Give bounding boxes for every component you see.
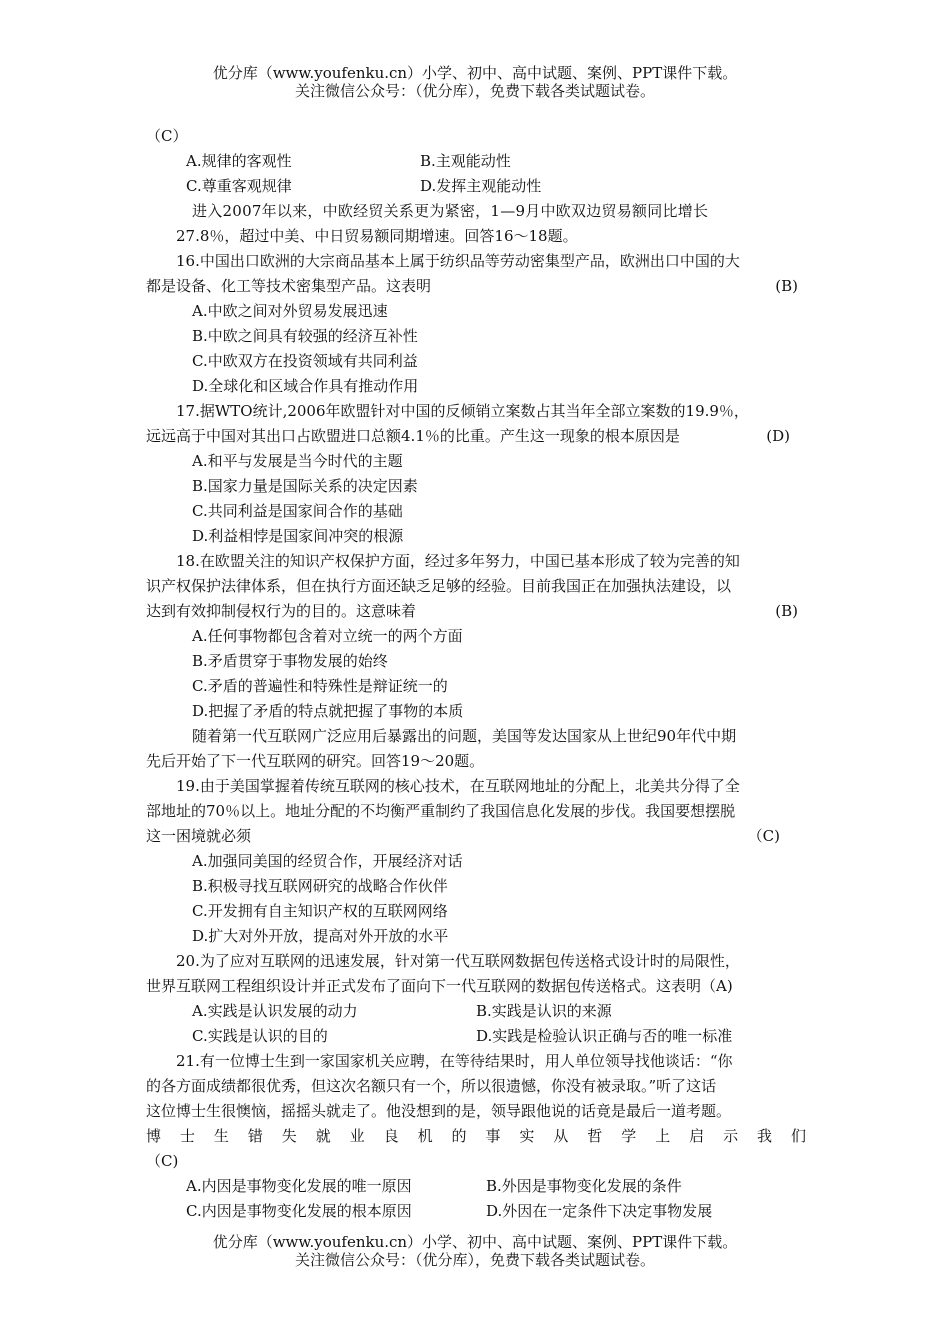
q15-options-row-1 bbox=[186, 149, 846, 173]
q18-option-b: B.矛盾贯穿于事物发展的始终 bbox=[192, 652, 388, 670]
q18-answer: (B) bbox=[775, 602, 798, 620]
q15-options-row-2 bbox=[186, 174, 846, 198]
q21-option-b: B.外因是事物变化发展的条件 bbox=[486, 1177, 682, 1195]
q19-stem-line-1: 19.由于美国掌握着传统互联网的核心技术，在互联网地址的分配上，北美共分得了全 bbox=[176, 777, 740, 795]
q20-options-row-1 bbox=[192, 999, 852, 1023]
q18-option-a: A.任何事物都包含着对立统一的两个方面 bbox=[192, 627, 463, 645]
q19-option-d: D.扩大对外开放，提高对外开放的水平 bbox=[192, 927, 449, 945]
q21-answer: （C) bbox=[146, 1152, 179, 1170]
q21-stem-line-1: 21.有一位博士生到一家国家机关应聘，在等待结果时，用人单位领导找他谈话：“你 bbox=[176, 1052, 733, 1070]
q16-stem-line-2 bbox=[146, 274, 806, 298]
q21-option-c: C.内因是事物变化发展的根本原因 bbox=[186, 1202, 412, 1220]
q16-option-a: A.中欧之间对外贸易发展迅速 bbox=[192, 302, 388, 320]
q15-option-d: D.发挥主观能动性 bbox=[420, 177, 542, 195]
q19-answer: （C) bbox=[747, 827, 780, 845]
q21-stem-line-3: 这位博士生很懊恼，摇摇头就走了。他没想到的是，领导跟他说的话竟是最后一道考题。 bbox=[146, 1102, 732, 1120]
q18-option-d: D.把握了矛盾的特点就把握了事物的本质 bbox=[192, 702, 464, 720]
q21-options-row-1 bbox=[186, 1174, 846, 1198]
passage-16-line-2: 27.8％，超过中美、中日贸易额同期增速。回答16～18题。 bbox=[176, 227, 578, 245]
q15-option-b: B.主观能动性 bbox=[420, 152, 511, 170]
passage-16-line-1: 进入2007年以来，中欧经贸关系更为紧密，1—9月中欧双边贸易额同比增长 bbox=[192, 202, 709, 220]
q16-option-c: C.中欧双方在投资领域有共同利益 bbox=[192, 352, 418, 370]
q19-stem-line-3 bbox=[146, 824, 806, 848]
q17-option-d: D.利益相悖是国家间冲突的根源 bbox=[192, 527, 404, 545]
q16-answer: (B) bbox=[775, 277, 798, 295]
q19-option-a: A.加强同美国的经贸合作，开展经济对话 bbox=[192, 852, 463, 870]
q18-stem-line-3 bbox=[146, 599, 806, 623]
header-line-1: 优分库（www.youfenku.cn）小学、初中、高中试题、案例、PPT课件下载。 bbox=[212, 64, 738, 82]
footer-line-1: 优分库（www.youfenku.cn）小学、初中、高中试题、案例、PPT课件下载。 bbox=[212, 1233, 738, 1251]
q17-option-c: C.共同利益是国家间合作的基础 bbox=[192, 502, 403, 520]
q18-stem-line-2: 识产权保护法律体系，但在执行方面还缺乏足够的经验。目前我国正在加强执法建设，以 bbox=[146, 577, 732, 595]
page-footer bbox=[0, 1233, 950, 1269]
q19-stem-text: 这一困境就必须 bbox=[146, 827, 252, 845]
page-header bbox=[0, 64, 950, 100]
q15-answer: （C） bbox=[146, 127, 188, 145]
q16-stem-line-1: 16.中国出口欧洲的大宗商品基本上属于纺织品等劳动密集型产品，欧洲出口中国的大 bbox=[176, 252, 740, 270]
q16-option-b: B.中欧之间具有较强的经济互补性 bbox=[192, 327, 418, 345]
q16-option-d: D.全球化和区域合作具有推动作用 bbox=[192, 377, 419, 395]
q21-stem-line-2: 的各方面成绩都很优秀，但这次名额只有一个，所以很遗憾，你没有被录取。”听了这话 bbox=[146, 1077, 717, 1095]
q19-option-b: B.积极寻找互联网研究的战略合作伙伴 bbox=[192, 877, 448, 895]
q20-stem-line-1: 20.为了应对互联网的迅速发展，针对第一代互联网数据包传送格式设计时的局限性， bbox=[176, 952, 740, 970]
q15-option-a: A.规律的客观性 bbox=[186, 152, 292, 170]
q18-option-c: C.矛盾的普遍性和特殊性是辩证统一的 bbox=[192, 677, 448, 695]
q16-stem-text: 都是设备、化工等技术密集型产品。这表明 bbox=[146, 277, 432, 295]
q21-option-a: A.内因是事物变化发展的唯一原因 bbox=[186, 1177, 412, 1195]
q17-option-a: A.和平与发展是当今时代的主题 bbox=[192, 452, 403, 470]
q21-stem-line-4: 博士生错失就业良机的事实从哲学上启示我们 bbox=[146, 1127, 806, 1145]
q15-option-c: C.尊重客观规律 bbox=[186, 177, 292, 195]
q20-option-a: A.实践是认识发展的动力 bbox=[192, 1002, 358, 1020]
q17-answer: (D) bbox=[766, 427, 790, 445]
q19-stem-line-2: 部地址的70％以上。地址分配的不均衡严重制约了我国信息化发展的步伐。我国要想摆脱 bbox=[146, 802, 736, 820]
footer-line-2: 关注微信公众号：（优分库），免费下载各类试题试卷。 bbox=[294, 1251, 655, 1269]
q20-options-row-2 bbox=[192, 1024, 852, 1048]
q20-stem-line-2: 世界互联网工程组织设计并正式发布了面向下一代互联网的数据包传送格式。这表明（A) bbox=[146, 977, 733, 995]
passage-19-line-1: 随着第一代互联网广泛应用后暴露出的问题，美国等发达国家从上世纪90年代中期 bbox=[192, 727, 737, 745]
q21-option-d: D.外因在一定条件下决定事物发展 bbox=[486, 1202, 713, 1220]
q19-option-c: C.开发拥有自主知识产权的互联网网络 bbox=[192, 902, 448, 920]
q20-option-d: D.实践是检验认识正确与否的唯一标准 bbox=[476, 1027, 733, 1045]
q18-stem-text: 达到有效抑制侵权行为的目的。这意味着 bbox=[146, 602, 417, 620]
q17-stem-line-1: 17.据WTO统计,2006年欧盟针对中国的反倾销立案数占其当年全部立案数的19.9％， bbox=[176, 402, 749, 420]
q18-stem-line-1: 18.在欧盟关注的知识产权保护方面，经过多年努力，中国已基本形成了较为完善的知 bbox=[176, 552, 740, 570]
q17-stem-text: 远远高于中国对其出口占欧盟进口总额4.1％的比重。产生这一现象的根本原因是 bbox=[146, 427, 680, 445]
q20-option-b: B.实践是认识的来源 bbox=[476, 1002, 612, 1020]
header-line-2: 关注微信公众号：（优分库），免费下载各类试题试卷。 bbox=[294, 82, 655, 100]
q17-option-b: B.国家力量是国际关系的决定因素 bbox=[192, 477, 418, 495]
passage-19-line-2: 先后开始了下一代互联网的研究。回答19～20题。 bbox=[146, 752, 485, 770]
q20-option-c: C.实践是认识的目的 bbox=[192, 1027, 328, 1045]
q17-stem-line-2 bbox=[146, 424, 806, 448]
q21-options-row-2 bbox=[186, 1199, 846, 1223]
